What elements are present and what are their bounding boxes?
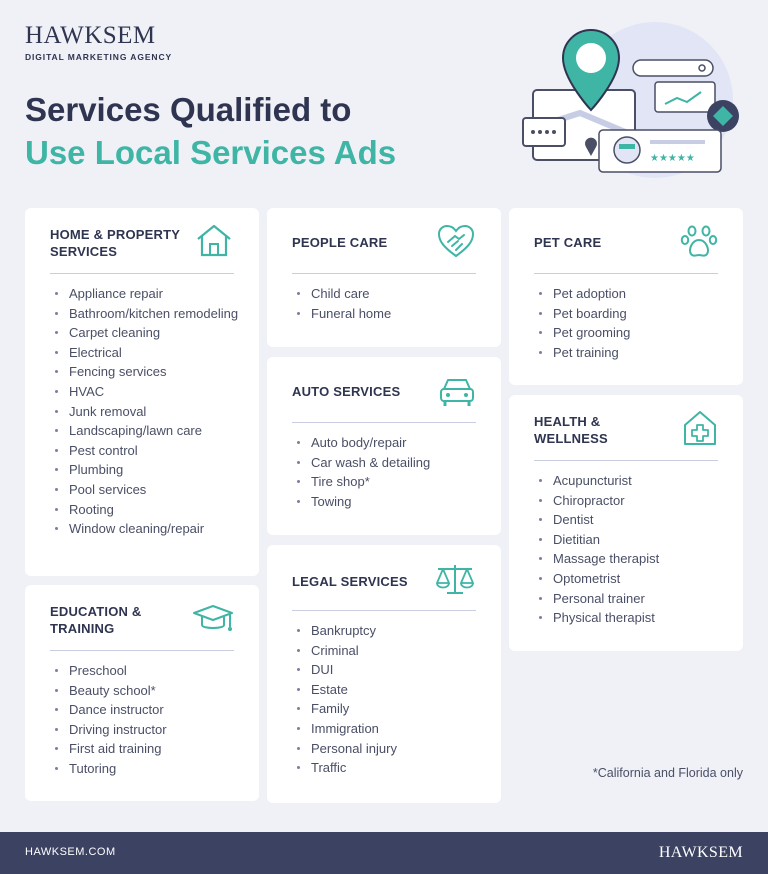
card-header bbox=[50, 208, 234, 274]
list-item: Pest control bbox=[55, 441, 249, 461]
logo-tagline: DIGITAL MARKETING AGENCY bbox=[25, 52, 173, 62]
list-item: Bathroom/kitchen remodeling bbox=[55, 304, 249, 324]
list-item: Immigration bbox=[297, 719, 491, 739]
card-home-property-services bbox=[25, 208, 259, 576]
list-item: Preschool bbox=[55, 661, 249, 681]
list-item: HVAC bbox=[55, 382, 249, 402]
paw-icon bbox=[680, 224, 718, 260]
list-item: Pool services bbox=[55, 480, 249, 500]
list-item: First aid training bbox=[55, 739, 249, 759]
list-item: Dance instructor bbox=[55, 700, 249, 720]
list-item: Child care bbox=[297, 284, 491, 304]
list-item: DUI bbox=[297, 660, 491, 680]
list-item: Bankruptcy bbox=[297, 621, 491, 641]
list-item: Acupuncturist bbox=[539, 471, 733, 491]
list-item: Funeral home bbox=[297, 304, 491, 324]
card-legal-services bbox=[267, 545, 501, 803]
scales-icon bbox=[434, 563, 476, 597]
list-item: Carpet cleaning bbox=[55, 323, 249, 343]
list-item: Tire shop* bbox=[297, 472, 491, 492]
list-item: Dietitian bbox=[539, 530, 733, 550]
car-icon bbox=[438, 375, 476, 409]
list-item: Pet boarding bbox=[539, 304, 733, 324]
card-title: PET CARE bbox=[534, 235, 602, 250]
list-item: Towing bbox=[297, 492, 491, 512]
footer-bar bbox=[0, 832, 768, 874]
service-list bbox=[55, 284, 249, 539]
list-item: Estate bbox=[297, 680, 491, 700]
list-item: Criminal bbox=[297, 641, 491, 661]
service-list bbox=[539, 471, 733, 628]
list-item: Physical therapist bbox=[539, 608, 733, 628]
list-item: Fencing services bbox=[55, 362, 249, 382]
svg-text:★★★★★: ★★★★★ bbox=[650, 153, 695, 164]
page-title bbox=[25, 88, 396, 174]
list-item: Traffic bbox=[297, 758, 491, 778]
service-list bbox=[55, 661, 249, 779]
card-pet-care bbox=[509, 208, 743, 385]
local-map-illustration bbox=[505, 18, 750, 193]
card-header bbox=[292, 208, 476, 274]
graduation-cap-icon bbox=[192, 603, 234, 637]
list-item: Massage therapist bbox=[539, 549, 733, 569]
card-title: HOME & PROPERTY SERVICES bbox=[50, 227, 180, 259]
list-item: Family bbox=[297, 699, 491, 719]
card-title: AUTO SERVICES bbox=[292, 384, 401, 399]
title-line-2: Use Local Services Ads bbox=[25, 134, 397, 171]
card-header bbox=[534, 395, 718, 461]
card-people-care bbox=[267, 208, 501, 347]
list-item: Auto body/repair bbox=[297, 433, 491, 453]
list-item: Pet training bbox=[539, 343, 733, 363]
footer-logo: HAWKSEM bbox=[658, 844, 743, 861]
list-item: Window cleaning/repair bbox=[55, 519, 249, 539]
brand-logo bbox=[25, 22, 172, 62]
house-icon bbox=[194, 222, 234, 258]
card-title: LEGAL SERVICES bbox=[292, 574, 408, 589]
list-item: Optometrist bbox=[539, 569, 733, 589]
list-item: Beauty school* bbox=[55, 681, 249, 701]
service-list bbox=[297, 433, 491, 511]
title-line-1: Services Qualified to bbox=[25, 91, 352, 128]
list-item: Driving instructor bbox=[55, 720, 249, 740]
service-list bbox=[297, 284, 491, 323]
logo-wordmark: HAWKSEM bbox=[25, 22, 156, 49]
card-header bbox=[292, 357, 476, 423]
card-title: PEOPLE CARE bbox=[292, 235, 388, 250]
list-item: Car wash & detailing bbox=[297, 453, 491, 473]
card-title: HEALTH & WELLNESS bbox=[534, 414, 608, 446]
medical-cross-icon bbox=[682, 409, 718, 447]
footnote: *California and Florida only bbox=[592, 766, 743, 780]
card-education-training bbox=[25, 585, 259, 801]
list-item: Pet adoption bbox=[539, 284, 733, 304]
list-item: Junk removal bbox=[55, 402, 249, 422]
list-item: Personal trainer bbox=[539, 589, 733, 609]
list-item: Rooting bbox=[55, 500, 249, 520]
footer-website-link[interactable]: HAWKSEM.COM bbox=[25, 846, 116, 858]
card-header bbox=[292, 545, 476, 611]
card-title: EDUCATION & TRAINING bbox=[50, 604, 142, 636]
list-item: Appliance repair bbox=[55, 284, 249, 304]
service-list bbox=[539, 284, 733, 362]
list-item: Pet grooming bbox=[539, 323, 733, 343]
card-health-wellness bbox=[509, 395, 743, 651]
service-list bbox=[297, 621, 491, 778]
list-item: Tutoring bbox=[55, 759, 249, 779]
list-item: Dentist bbox=[539, 510, 733, 530]
list-item: Personal injury bbox=[297, 739, 491, 759]
list-item: Plumbing bbox=[55, 460, 249, 480]
heart-handshake-icon bbox=[436, 224, 476, 260]
card-header bbox=[534, 208, 718, 274]
card-header bbox=[50, 585, 234, 651]
list-item: Landscaping/lawn care bbox=[55, 421, 249, 441]
card-auto-services bbox=[267, 357, 501, 535]
list-item: Chiropractor bbox=[539, 491, 733, 511]
list-item: Electrical bbox=[55, 343, 249, 363]
